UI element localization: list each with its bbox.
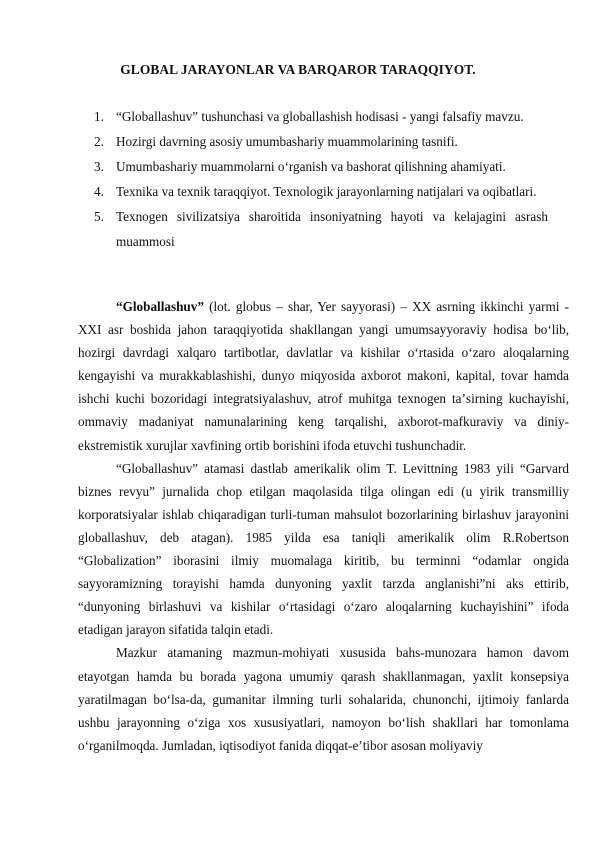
topic-item	[86, 154, 548, 179]
topic-number: 1.	[94, 109, 104, 124]
topic-number: 4.	[94, 184, 104, 199]
topic-text: Texnika va texnik taraqqiyot. Texnologik jarayonlarning natijalari va oqibatlari.	[116, 184, 537, 199]
topic-item	[86, 129, 548, 154]
topic-text: Hozirgi davrning asosiy umumbashariy muammolarining tasnifi.	[116, 134, 458, 149]
topic-item	[86, 204, 548, 254]
document-title: GLOBAL JARAYONLAR VA BARQAROR TARAQQIYOT.	[120, 62, 476, 77]
topic-item	[86, 179, 548, 204]
body-paragraph	[78, 295, 569, 457]
paragraph-text: “Globallashuv” atamasi dastlab amerikalik olim T. Levittning 1983 yili “Garvard biznes revyu” jurnalida chop etilgan maqolasida tilga olingan edi (u yirik transmilliy korporatsiyalar ishlab chiqaradigan turli-tuman mahsulot bozorlarining birlashuv jarayonini globallashuv, deb atagan). 1985 yilda esa taniqli amerikalik olim R.Robertson “Globalization” iborasini ilmiy muomalaga kiritib, bu terminni “odamlar ongida sayyoramizning torayishi hamda dunyoning yaxlit tarzda anglanishi”ni aks ettirib, “dunyoning birlashuvi va kishilar oʻrtasidagi oʻzaro aloqalarning kuchayishini” ifoda etadigan jarayon sifatida talqin etadi.	[78, 460, 569, 638]
topic-number: 2.	[94, 134, 104, 149]
body-paragraph	[78, 457, 569, 642]
paragraph-text: (lot. globus – shar, Yer sayyorasi) – XX asrning ikkinchi yarmi - XXI asr boshida jahon taraqqiyotida shakllangan yangi umumsayyoraviy hodisa boʻlib, hozirgi davrdagi xalqaro tartibotlar, davlatlar va kishilar oʻrtasida oʻzaro aloqalarning kengayishi va murakkablashishi, dunyo miqyosida axborot makoni, kapital, tovar hamda ishchi kuchi bozoridagi integratsiyalashuv, atrof muhitga texnogen taʼsirning kuchayishi, ommaviy madaniyat namunalarining keng tarqalishi, axborot-mafkuraviy va diniy-ekstremistik xurujlar xavfining ortib borishini ifoda etuvchi tushunchadir.	[78, 299, 569, 453]
paragraph-text: Mazkur atamaning mazmun-mohiyati xususida bahs-munozara hamon davom etayotgan hamda bu borada yagona umumiy qarash shakllanmagan, yaxlit konsepsiya yaratilmagan boʻlsa-da, gumanitar ilmning turli sohalarida, chunonchi, ijtimoiy fanlarda ushbu jarayonning oʻziga xos xususiyatlari, namoyon boʻlish shakllari har tomonlama oʻrganilmoqda. Jumladan, iqtisodiyot fanida diqqat-eʼtibor asosan moliyaviy	[78, 645, 569, 753]
topic-text: Umumbashariy muammolarni oʻrganish va bashorat qilishning ahamiyati.	[116, 159, 506, 174]
topic-number: 5.	[94, 209, 104, 224]
document-body	[78, 295, 569, 757]
term-highlight: “Globallashuv”	[116, 299, 204, 314]
body-paragraph	[78, 641, 569, 756]
topic-list	[86, 104, 548, 254]
topic-number: 3.	[94, 159, 104, 174]
topic-item	[86, 104, 548, 129]
topic-text: Texnogen sivilizatsiya sharoitida insoniyatning hayoti va kelajagini asrash muammosi	[116, 209, 548, 249]
topic-text: “Globallashuv” tushunchasi va globallashish hodisasi - yangi falsafiy mavzu.	[116, 109, 524, 124]
